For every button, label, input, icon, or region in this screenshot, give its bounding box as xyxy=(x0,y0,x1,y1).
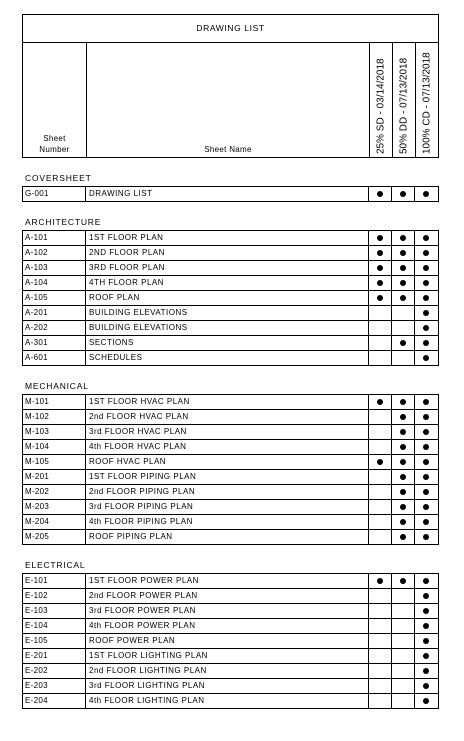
revision-cell xyxy=(369,291,392,305)
sheet-name-cell: 3rd FLOOR HVAC PLAN xyxy=(86,425,369,439)
revision-cell xyxy=(415,321,437,335)
issued-dot-icon xyxy=(377,295,383,301)
sheet-name-cell: 4th FLOOR HVAC PLAN xyxy=(86,440,369,454)
column-headers xyxy=(23,43,438,157)
table-row xyxy=(23,485,438,500)
issued-dot-icon xyxy=(400,578,406,584)
revision-cell xyxy=(369,261,392,275)
table-row xyxy=(23,336,438,351)
issued-dot-icon xyxy=(423,295,429,301)
sheet-number-cell: M-105 xyxy=(23,455,86,469)
revision-cell xyxy=(369,634,392,648)
sheet-number-cell: E-202 xyxy=(23,664,86,678)
section-title: ELECTRICAL xyxy=(25,560,86,570)
table-row xyxy=(23,619,438,634)
issued-dot-icon xyxy=(423,325,429,331)
revision-cell xyxy=(392,634,415,648)
sheet-name-cell: DRAWING LIST xyxy=(86,187,369,201)
issued-dot-icon xyxy=(377,250,383,256)
revision-cell xyxy=(392,351,415,365)
issued-dot-icon xyxy=(423,534,429,540)
section-table xyxy=(22,573,439,709)
sheet-number-header xyxy=(23,43,87,157)
sheet-number-cell: E-204 xyxy=(23,694,86,708)
sheet-name-cell: 1ST FLOOR PLAN xyxy=(86,231,369,245)
table-row xyxy=(23,455,438,470)
revision-cell xyxy=(415,425,437,439)
sheet-number-cell: M-202 xyxy=(23,485,86,499)
sheet-number-cell: A-101 xyxy=(23,231,86,245)
issued-dot-icon xyxy=(423,578,429,584)
revision-cell xyxy=(415,291,437,305)
table-row xyxy=(23,664,438,679)
table-row xyxy=(23,425,438,440)
revision-cell xyxy=(369,231,392,245)
table-row xyxy=(23,515,438,530)
revision-cell xyxy=(369,694,392,708)
sheet-name-cell: 2nd FLOOR HVAC PLAN xyxy=(86,410,369,424)
issued-dot-icon xyxy=(423,698,429,704)
issued-dot-icon xyxy=(400,504,406,510)
sheet-number-cell: A-102 xyxy=(23,246,86,260)
revision-cell xyxy=(415,619,437,633)
sheet-name-cell: ROOF POWER PLAN xyxy=(86,634,369,648)
sheet-name-cell: 2nd FLOOR PIPING PLAN xyxy=(86,485,369,499)
sheet-number-cell: M-204 xyxy=(23,515,86,529)
issued-dot-icon xyxy=(400,399,406,405)
issued-dot-icon xyxy=(423,310,429,316)
issued-dot-icon xyxy=(423,191,429,197)
sheet-name-cell: SECTIONS xyxy=(86,336,369,350)
revision-cell xyxy=(392,187,415,201)
revision-cell xyxy=(392,694,415,708)
revision-cell xyxy=(369,410,392,424)
sheet-number-cell: M-103 xyxy=(23,425,86,439)
table-row xyxy=(23,589,438,604)
sheet-name-cell: 3RD FLOOR PLAN xyxy=(86,261,369,275)
sheet-number-cell: A-105 xyxy=(23,291,86,305)
table-row xyxy=(23,574,438,589)
sheet-name-cell: 4th FLOOR LIGHTING PLAN xyxy=(86,694,369,708)
sheet-number-cell: A-104 xyxy=(23,276,86,290)
revision-cell xyxy=(415,187,437,201)
sheet-number-cell: E-105 xyxy=(23,634,86,648)
revision-cell xyxy=(415,604,437,618)
issued-dot-icon xyxy=(423,280,429,286)
issued-dot-icon xyxy=(423,638,429,644)
sheet-name-cell: 2nd FLOOR LIGHTING PLAN xyxy=(86,664,369,678)
table-row xyxy=(23,410,438,425)
revision-cell xyxy=(392,321,415,335)
revision-cell xyxy=(369,306,392,320)
revision-cell xyxy=(415,395,437,409)
revision-cell xyxy=(369,321,392,335)
issued-dot-icon xyxy=(423,399,429,405)
issued-dot-icon xyxy=(377,265,383,271)
sheet-name-cell: 4TH FLOOR PLAN xyxy=(86,276,369,290)
sheet-name-cell: 3rd FLOOR LIGHTING PLAN xyxy=(86,679,369,693)
table-row xyxy=(23,246,438,261)
revision-cell xyxy=(415,589,437,603)
revision-cell xyxy=(392,410,415,424)
table-header xyxy=(22,14,439,158)
sheet-name-cell: ROOF HVAC PLAN xyxy=(86,455,369,469)
revision-cell xyxy=(392,276,415,290)
revision-cell xyxy=(415,500,437,514)
revision-cell xyxy=(392,336,415,350)
sheet-name-cell: 1ST FLOOR LIGHTING PLAN xyxy=(86,649,369,663)
sheet-number-cell: M-104 xyxy=(23,440,86,454)
revision-cell xyxy=(392,500,415,514)
table-row xyxy=(23,470,438,485)
issued-dot-icon xyxy=(423,250,429,256)
issued-dot-icon xyxy=(423,414,429,420)
revision-cell xyxy=(392,515,415,529)
sheet-name-cell: 2ND FLOOR PLAN xyxy=(86,246,369,260)
sheet-name-cell: 1ST FLOOR PIPING PLAN xyxy=(86,470,369,484)
revision-cell xyxy=(369,395,392,409)
revision-cell xyxy=(415,246,437,260)
issued-dot-icon xyxy=(400,250,406,256)
revision-cell xyxy=(415,455,437,469)
revision-cell xyxy=(415,261,437,275)
sheet-name-cell: 1ST FLOOR POWER PLAN xyxy=(86,574,369,588)
sheet-number-cell: E-102 xyxy=(23,589,86,603)
sheet-number-header-label: Sheet Number xyxy=(39,134,70,154)
revision-cell xyxy=(392,455,415,469)
revision-cell xyxy=(369,604,392,618)
sheet-name-cell: 1ST FLOOR HVAC PLAN xyxy=(86,395,369,409)
revision-cell xyxy=(369,455,392,469)
section-title: ARCHITECTURE xyxy=(25,217,102,227)
table-row xyxy=(23,694,438,709)
sheet-name-header-label: Sheet Name xyxy=(204,145,252,154)
issued-dot-icon xyxy=(377,459,383,465)
revision-cell xyxy=(369,679,392,693)
issued-dot-icon xyxy=(423,608,429,614)
issued-dot-icon xyxy=(423,444,429,450)
table-row xyxy=(23,440,438,455)
revision-cell xyxy=(392,291,415,305)
table-row xyxy=(23,604,438,619)
table-row xyxy=(23,261,438,276)
issued-dot-icon xyxy=(400,519,406,525)
table-row xyxy=(23,530,438,545)
issued-dot-icon xyxy=(400,429,406,435)
issued-dot-icon xyxy=(400,295,406,301)
issued-dot-icon xyxy=(423,504,429,510)
revision-cell xyxy=(415,485,437,499)
revision-cell xyxy=(369,246,392,260)
revision-header-label: 100% CD - 07/13/2018 xyxy=(421,52,433,154)
issued-dot-icon xyxy=(400,191,406,197)
revision-cell xyxy=(369,485,392,499)
sheet-number-cell: M-205 xyxy=(23,530,86,544)
sheet-name-cell: SCHEDULES xyxy=(86,351,369,365)
table-row xyxy=(23,187,438,202)
issued-dot-icon xyxy=(400,265,406,271)
revision-cell xyxy=(392,619,415,633)
revision-cell xyxy=(369,425,392,439)
revision-cell xyxy=(415,574,437,588)
issued-dot-icon xyxy=(400,340,406,346)
issued-dot-icon xyxy=(400,459,406,465)
revision-cell xyxy=(415,649,437,663)
sheet-name-cell: ROOF PIPING PLAN xyxy=(86,530,369,544)
revision-cell xyxy=(369,589,392,603)
revision-cell xyxy=(415,694,437,708)
revision-cell xyxy=(369,470,392,484)
drawing-list-title: DRAWING LIST xyxy=(23,15,438,43)
sheet-number-cell: E-103 xyxy=(23,604,86,618)
revision-cell xyxy=(369,336,392,350)
issued-dot-icon xyxy=(423,668,429,674)
sheet-name-cell: ROOF PLAN xyxy=(86,291,369,305)
revision-cell xyxy=(415,410,437,424)
section-title: MECHANICAL xyxy=(25,381,89,391)
issued-dot-icon xyxy=(423,489,429,495)
issued-dot-icon xyxy=(423,459,429,465)
revision-cell xyxy=(369,351,392,365)
sheet-number-cell: A-301 xyxy=(23,336,86,350)
revision-cell xyxy=(369,515,392,529)
revision-cell xyxy=(392,679,415,693)
issued-dot-icon xyxy=(423,683,429,689)
revision-cell xyxy=(369,276,392,290)
sheet-name-cell: 2nd FLOOR POWER PLAN xyxy=(86,589,369,603)
revision-cell xyxy=(392,440,415,454)
revision-header-1 xyxy=(370,43,393,157)
table-row xyxy=(23,291,438,306)
table-row xyxy=(23,276,438,291)
sheet-number-cell: E-201 xyxy=(23,649,86,663)
table-row xyxy=(23,634,438,649)
sheet-name-cell: BUILDING ELEVATIONS xyxy=(86,306,369,320)
issued-dot-icon xyxy=(423,429,429,435)
sheet-number-cell: A-201 xyxy=(23,306,86,320)
issued-dot-icon xyxy=(423,340,429,346)
sections-container xyxy=(22,172,439,709)
revision-cell xyxy=(415,530,437,544)
issued-dot-icon xyxy=(423,474,429,480)
issued-dot-icon xyxy=(400,235,406,241)
table-row xyxy=(23,231,438,246)
table-row xyxy=(23,500,438,515)
section-title: COVERSHEET xyxy=(25,173,92,183)
table-row xyxy=(23,321,438,336)
revision-cell xyxy=(392,530,415,544)
revision-cell xyxy=(392,246,415,260)
revision-cell xyxy=(392,261,415,275)
sheet-number-cell: A-601 xyxy=(23,351,86,365)
sheet-name-cell: 4th FLOOR POWER PLAN xyxy=(86,619,369,633)
sheet-number-cell: E-104 xyxy=(23,619,86,633)
revision-header-3 xyxy=(416,43,438,157)
sheet-number-cell: M-203 xyxy=(23,500,86,514)
issued-dot-icon xyxy=(400,474,406,480)
revision-cell xyxy=(415,306,437,320)
revision-cell xyxy=(392,425,415,439)
revision-cell xyxy=(369,574,392,588)
sheet-name-cell: 3rd FLOOR PIPING PLAN xyxy=(86,500,369,514)
sheet-number-cell: M-201 xyxy=(23,470,86,484)
section-table xyxy=(22,186,439,202)
revision-cell xyxy=(392,470,415,484)
issued-dot-icon xyxy=(423,653,429,659)
revision-cell xyxy=(392,664,415,678)
issued-dot-icon xyxy=(400,414,406,420)
table-row xyxy=(23,679,438,694)
revision-cell xyxy=(369,500,392,514)
sheet-number-cell: A-103 xyxy=(23,261,86,275)
table-row xyxy=(23,351,438,366)
revision-cell xyxy=(415,231,437,245)
revision-cell xyxy=(415,634,437,648)
revision-cell xyxy=(415,679,437,693)
section-table xyxy=(22,394,439,545)
sheet-name-header xyxy=(87,43,370,157)
revision-cell xyxy=(369,619,392,633)
revision-cell xyxy=(415,336,437,350)
revision-cell xyxy=(392,485,415,499)
revision-cell xyxy=(415,664,437,678)
revision-cell xyxy=(415,470,437,484)
issued-dot-icon xyxy=(400,280,406,286)
revision-cell xyxy=(392,604,415,618)
revision-cell xyxy=(392,589,415,603)
revision-cell xyxy=(369,530,392,544)
sheet-number-cell: M-101 xyxy=(23,395,86,409)
drawing-list-sheet xyxy=(22,14,439,709)
revision-cell xyxy=(392,574,415,588)
table-row xyxy=(23,649,438,664)
issued-dot-icon xyxy=(423,235,429,241)
revision-cell xyxy=(369,664,392,678)
sheet-number-cell: M-102 xyxy=(23,410,86,424)
revision-cell xyxy=(392,306,415,320)
sheet-number-cell: A-202 xyxy=(23,321,86,335)
sheet-number-cell: G-001 xyxy=(23,187,86,201)
sheet-name-cell: 3rd FLOOR POWER PLAN xyxy=(86,604,369,618)
issued-dot-icon xyxy=(400,534,406,540)
revision-header-label: 25% SD - 03/14/2018 xyxy=(375,58,387,154)
section-table xyxy=(22,230,439,366)
revision-header-2 xyxy=(393,43,416,157)
sheet-number-cell: E-203 xyxy=(23,679,86,693)
revision-header-label: 50% DD - 07/13/2018 xyxy=(398,57,410,154)
issued-dot-icon xyxy=(377,191,383,197)
issued-dot-icon xyxy=(377,235,383,241)
revision-cell xyxy=(415,440,437,454)
revision-cell xyxy=(415,515,437,529)
revision-cell xyxy=(392,649,415,663)
sheet-number-cell: E-101 xyxy=(23,574,86,588)
revision-cell xyxy=(369,440,392,454)
issued-dot-icon xyxy=(423,265,429,271)
issued-dot-icon xyxy=(377,578,383,584)
table-row xyxy=(23,395,438,410)
issued-dot-icon xyxy=(423,355,429,361)
revision-cell xyxy=(415,276,437,290)
issued-dot-icon xyxy=(400,444,406,450)
revision-cell xyxy=(415,351,437,365)
issued-dot-icon xyxy=(377,280,383,286)
table-row xyxy=(23,306,438,321)
issued-dot-icon xyxy=(423,593,429,599)
issued-dot-icon xyxy=(377,399,383,405)
issued-dot-icon xyxy=(400,489,406,495)
revision-cell xyxy=(392,231,415,245)
issued-dot-icon xyxy=(423,519,429,525)
issued-dot-icon xyxy=(423,623,429,629)
revision-cell xyxy=(392,395,415,409)
sheet-name-cell: BUILDING ELEVATIONS xyxy=(86,321,369,335)
sheet-name-cell: 4th FLOOR PIPING PLAN xyxy=(86,515,369,529)
revision-cell xyxy=(369,649,392,663)
revision-cell xyxy=(369,187,392,201)
